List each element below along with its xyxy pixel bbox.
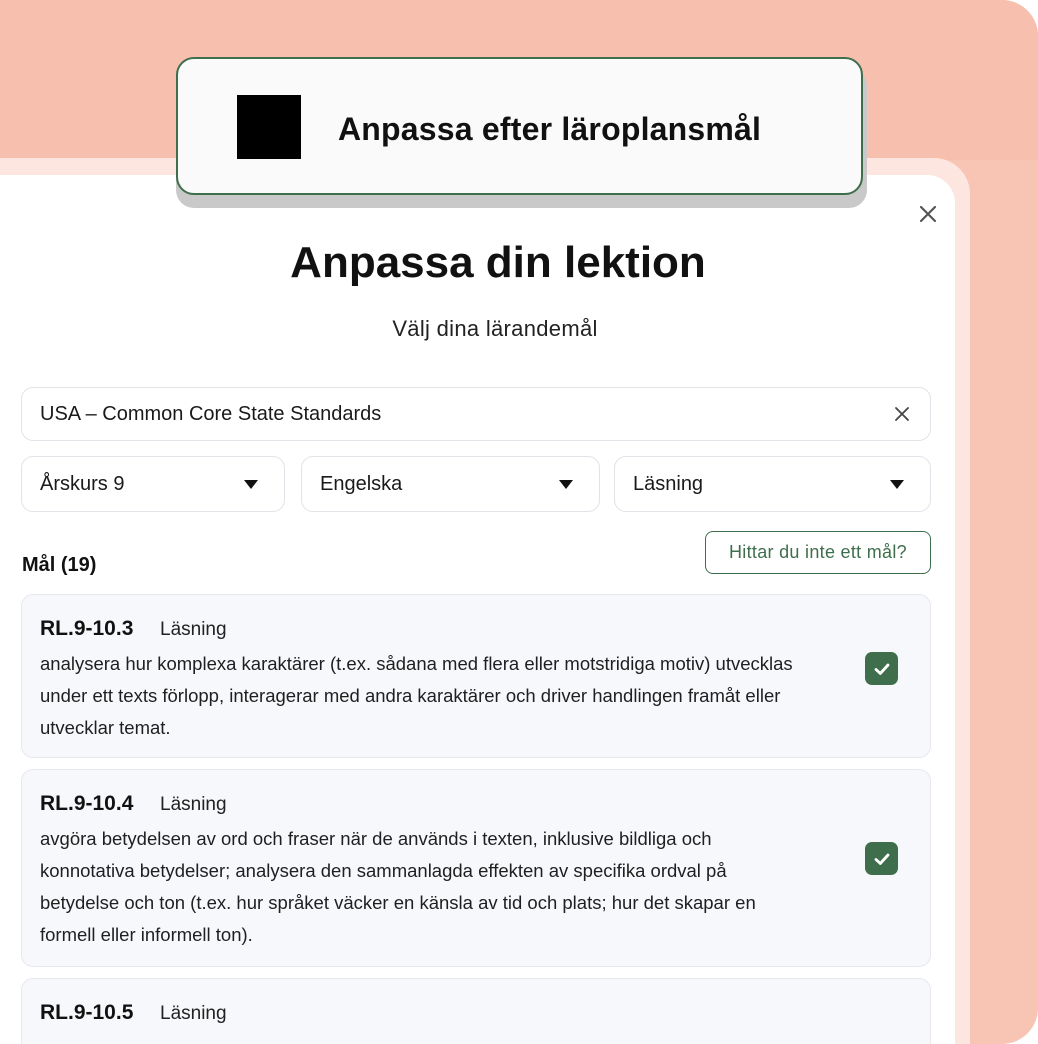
dialog-title: Anpassa din lektion <box>290 238 706 287</box>
goals-header: Mål (19) <box>22 554 97 576</box>
find-goal-button[interactable]: Hittar du inte ett mål? <box>705 531 931 574</box>
goal-code: RL.9-10.4 <box>40 792 134 815</box>
subject-value: Engelska <box>320 472 403 495</box>
goal-description-line: avgöra betydelsen av ord och fraser när de används i texten, inklusive bildliga och <box>40 828 712 849</box>
banner-title: Anpassa efter läroplansmål <box>338 111 762 147</box>
chevron-down-icon <box>244 480 258 489</box>
dialog-subtitle: Välj dina lärandemål <box>392 316 598 341</box>
standard-value: USA – Common Core State Standards <box>40 402 382 425</box>
goal-category: Läsning <box>160 619 227 640</box>
grade-value: Årskurs 9 <box>40 472 125 495</box>
goal-checkbox[interactable] <box>865 652 898 685</box>
goal-category: Läsning <box>160 794 227 815</box>
goal-description-line: under ett texts förlopp, interagerar med andra karaktärer och driver handlingen framåt eller <box>40 685 781 706</box>
standard-field[interactable] <box>21 387 931 441</box>
goal-description-line: betydelse och ton (t.ex. hur språket väcker en känsla av tid och plats; hur det skapar en <box>40 892 756 913</box>
checkmark-icon <box>872 659 892 679</box>
goal-description-line: analysera hur komplexa karaktärer (t.ex. sådana med flera eller motstridiga motiv) utvecklas <box>40 653 793 674</box>
goal-description <box>40 648 850 744</box>
strand-select[interactable] <box>614 456 931 512</box>
goal-code: RL.9-10.3 <box>40 617 134 640</box>
strand-value: Läsning <box>633 472 704 495</box>
goal-description-line: konnotativa betydelser; analysera den sammanlagda effekten av specifika ordval på <box>40 860 727 881</box>
goal-card[interactable] <box>21 978 931 1044</box>
close-button[interactable] <box>914 200 942 228</box>
goal-description-line: utvecklar temat. <box>40 717 171 738</box>
close-icon <box>918 204 938 224</box>
chevron-down-icon <box>559 480 573 489</box>
goal-card[interactable] <box>21 769 931 967</box>
goal-description-line: formell eller informell ton). <box>40 924 253 945</box>
grade-select[interactable] <box>21 456 285 512</box>
subject-select[interactable] <box>301 456 600 512</box>
goal-code: RL.9-10.5 <box>40 1001 134 1024</box>
goal-checkbox[interactable] <box>865 842 898 875</box>
logo-icon <box>237 95 301 159</box>
chevron-down-icon <box>890 480 904 489</box>
goal-description <box>40 823 850 951</box>
clear-icon[interactable] <box>894 406 910 422</box>
goal-category: Läsning <box>160 1003 227 1024</box>
goal-card[interactable] <box>21 594 931 758</box>
curriculum-banner <box>176 57 863 195</box>
checkmark-icon <box>872 849 892 869</box>
